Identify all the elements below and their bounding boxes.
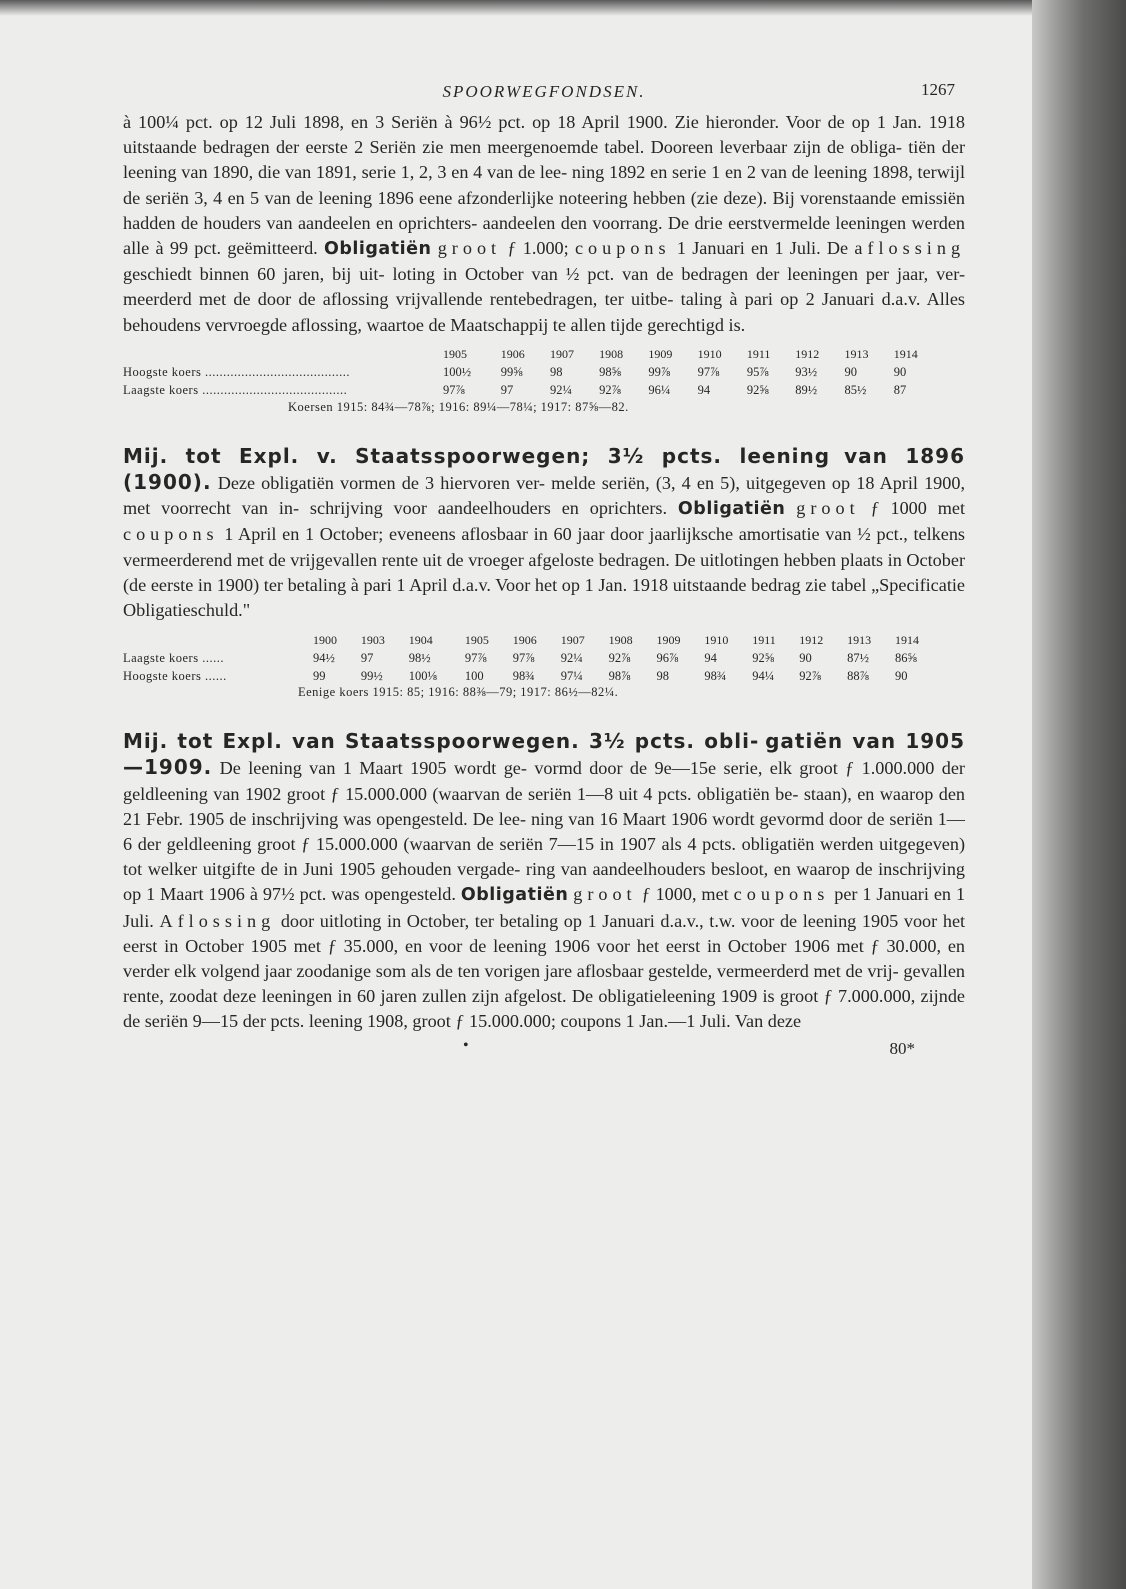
obligatien-label: Obligatiën <box>460 885 569 906</box>
table-row: Laagste koers ........................................ 97⅞ 97 92¼ 92⅞ 96¼ 94 92⅝ 89½ 85½ 87 <box>123 383 907 398</box>
page-number: 1267 <box>921 80 955 99</box>
section-title: Mij. tot Expl. v. Staatsspoorwegen; 3½ pcts. leening <box>123 443 831 468</box>
page-footer <box>123 1035 965 1065</box>
book-binding-edge <box>1032 0 1126 1589</box>
section-leening-1896: Mij. tot Expl. v. Staatsspoorwegen; 3½ pcts. leening van 1896 (1900). Deze obligatiën vormen de 3 hiervoren ver- melde seriën, (3, 4 en 5), uitgegeven op 18 April 1900, met voorrecht van in- schrijving voor aandeelhouders en oprichters. Obligatiën groot ƒ 1000 met coupons 1 April en 1 October; eveneens aflosbaar in 60 jaar door jaarlijksche amortisatie van ½ pct., telkens vermeerderend met de vrijgevallen rente uit de vroeger afgeloste bedragen. De uitlotingen hebben plaats in October (de eerste in 1900) ter betaling à pari 1 April d.a.v. Voor het op 1 Jan. 1918 uitstaande bedrag zie tabel „Specificatie Obligatieschuld." <box>123 443 966 621</box>
running-title: SPOORWEGFONDSEN. <box>442 82 646 101</box>
table-header-row: 1905 1906 1907 1908 1909 1910 1911 1912 1913 1914 <box>443 347 918 362</box>
ink-dot: • <box>463 1036 469 1054</box>
paragraph-loan-1890-1898: à 100¼ pct. op 12 Juli 1898, en 3 Seriën à 96½ pct. op 18 April 1900. Zie hieronder. Voor de op 1 Jan. 1918 uitstaande bedragen der eerste 2 Seriën zie men meergenoemde tabel. Dooreen leverbaar zijn de obliga- tiën der leening van 1890, die van 1891, serie 1, 2, 3 en 4 van de lee- ning 1892 en serie 1 en 2 van de leening 1898, terwijl de seriën 3, 4 en 5 van de leening 1896 eene afzonderlijke noteering hebben (zie deze). Bij vorenstaande emissiën hadden de houders van aandeelen en oprichters- aandeelen den voorrang. De drie eerstvermelde leeningen werden alle à 99 pct. geëmitteerd. Obligatiën groot ƒ 1.000; coupons 1 Januari en 1 Juli. De aflossing geschiedt binnen 60 jaren, bij uit- loting in October van ½ pct. van de bedragen der leeningen per jaar, ver- meerderd met de door de aflossing vrijvallende rentebedragen, ter uitbe- taling à pari op 2 Januari d.a.v. Alles behoudens vervroegde aflossing, waartoe de Maatschappij te allen tijde gerechtigd is. <box>123 112 966 335</box>
table-row: Hoogste koers ...... 99 99½ 100⅛ 100 98¾ 97¼ 98⅞ 98 98¾ 94¼ 92⅞ 88⅞ 90 <box>123 668 908 683</box>
section-title: Mij. tot Expl. van Staatsspoorwegen. 3½ pcts. obli- <box>123 729 760 754</box>
table-note: Eenige koers 1915: 85; 1916: 88⅜—79; 1917: 86½—82¼. <box>298 685 619 700</box>
table-row: Hoogste koers ........................................ 100½ 99⅝ 98 98⅝ 99⅞ 97⅞ 95⅞ 93½ 90 90 <box>123 365 907 380</box>
page-header <box>123 70 965 110</box>
table-note: Koersen 1915: 84¾—78⅞; 1916: 89¼—78¼; 1917: 87⅝—82. <box>288 399 629 414</box>
obligatien-label: Obligatiën <box>677 499 786 520</box>
section-title-cont: van 1896 (1900). <box>123 443 966 495</box>
obligatien-label: Obligatiën <box>324 239 432 260</box>
signature-mark: 80* <box>889 1038 915 1058</box>
price-table-1900-1914 <box>123 631 943 685</box>
table-header-row: 1900 1903 1904 1905 1906 1907 1908 1909 1910 1911 1912 1913 1914 <box>313 632 920 647</box>
page-content <box>123 70 965 1065</box>
section-title-cont: gatiën van 1905—1909. <box>123 729 965 780</box>
section-obligatien-1905-1909: Mij. tot Expl. van Staatsspoorwegen. 3½ pcts. obli- gatiën van 1905—1909. De leening van 1 Maart 1905 wordt ge- vormd door de 9e—15e serie, elk groot ƒ 1.000.000 der geldleening van 1902 groot ƒ 15.000.000 (waarvan de seriën 1—8 uit 4 pcts. obligatiën be- staan), en waarop den 21 Febr. 1905 de inschrijving was opengesteld. De lee- ning van 16 Maart 1906 wordt gevormd door de seriën 1—6 der geldleening groot ƒ 15.000.000 (waarvan de seriën 7—15 in 1907 als 4 pcts. obligatiën werden uitgegeven) tot welker uitgifte de in Juni 1905 gehouden vergade- ring van aandeelhouders besloot, en waarop de inschrijving op 1 Maart 1906 à 97½ pct. was opengesteld. Obligatiën groot ƒ 1000, met coupons per 1 Januari en 1 Juli. Aflossing door uitloting in October, ter betaling op 1 Januari d.a.v., t.w. voor de leening 1905 voor het eerst in October 1905 met ƒ 35.000, en voor de leening 1906 voor het eerst in October 1906 met ƒ 30.000, en verder elk volgend jaar zoodanige som als de ten vorigen jare aflosbaar gestelde, vermeerderd met de vrij- gevallen rente, zoodat deze leeningen in 60 jaren zullen zijn afgelost. De obligatieleening 1909 is groot ƒ 7.000.000, zijnde de seriën 9—15 der pcts. leening 1908, groot ƒ 15.000.000; coupons 1 Jan.—1 Juli. Van deze <box>123 729 966 1032</box>
table-row: Laagste koers ...... 94½ 97 98½ 97⅞ 97⅞ 92¼ 92⅞ 96⅞ 94 92⅝ 90 87½ 86⅝ <box>123 650 917 665</box>
price-table-1905-1914 <box>123 346 943 400</box>
scan-shadow <box>0 0 1045 16</box>
